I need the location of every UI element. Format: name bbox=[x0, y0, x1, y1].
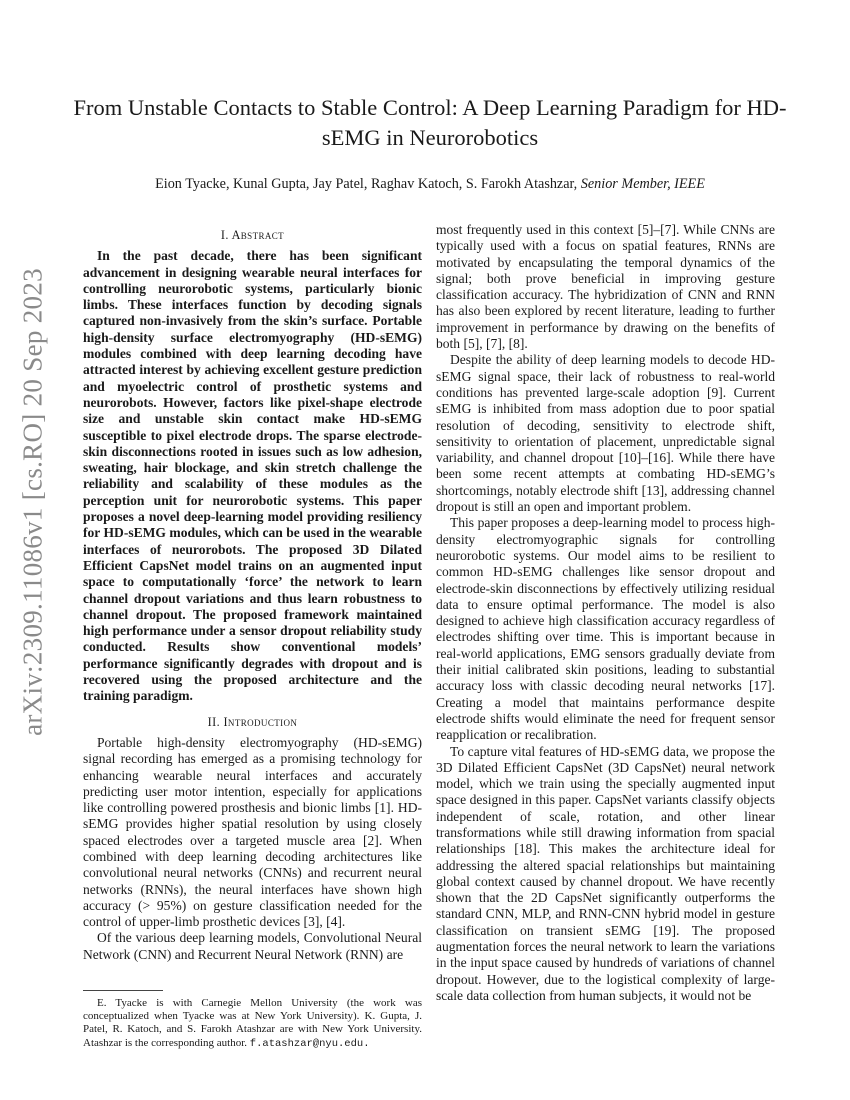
abstract-heading-text: I. Abstract bbox=[220, 228, 285, 242]
abstract bbox=[83, 248, 422, 704]
abstract-paragraph: In the past decade, there has been significant advancement in designing wearable neural interfaces for controlling neurorobotic systems, particularly bionic limbs. These interfaces function by decoding signals captured non-invasively from the skin’s surface. Portable high-density surface electromyography (HD-sEMG) modules combined with deep learning decoding have attracted interest by achieving excellent gesture prediction and myoelectric control of prosthetic systems and neurorobots. However, factors like pixel-shape electrode size and unstable skin contact make HD-sEMG susceptible to pixel electrode drops. The sparse electrode-skin disconnections rooted in issues such as low adhesion, sweating, hair blockage, and skin stretch challenge the reliability and scalability of these modules as the perception unit for neurorobotic systems. This paper proposes a novel deep-learning model providing resiliency for HD-sEMG modules, which can be used in the wearable interfaces of neurorobots. The proposed 3D Dilated Efficient CapsNet model trains on an augmented input space to computationally ‘force’ the network to learn channel dropout variations and thus learn robustness to channel dropout. The proposed framework maintained high performance under a sensor dropout reliability study conducted. Results show conventional models’ performance significantly degrades with dropout and is recovered using the proposed architecture and the training paradigm. bbox=[83, 248, 422, 704]
right-paragraph-4: To capture vital features of HD-sEMG data, we propose the 3D Dilated Efficient CapsNet (3D CapsNet) neural network model, which we train using the specially augmented input space designed in this paper. CapsNet variants classify objects independent of scale, rotation, and other linear transformations while still drawing information from spacial relationships [18]. This makes the architecture ideal for addressing the altered spacial relationships but maintaining global context caused by channel dropout. We have recently shown that the 2D CapsNet significantly outperforms the standard CNN, MLP, and RNN-CNN hybrid model in gesture classification on transient sEMG [19]. The proposed augmentation forces the neural network to learn the variations in the input space caused by hundreds of variations of channel dropout. However, due to the logistical complexity of large-scale data collection from human subjects, it would not be bbox=[436, 743, 775, 1003]
intro-paragraph-1: Portable high-density electromyography (HD-sEMG) signal recording has emerged as a promising technology for enhancing wearable neural interfaces and accurately predicting user motor intention, especially for applications like controlling powered prosthesis and bionic limbs [1]. HD-sEMG provides higher spatial resolution by using closely spaced electrodes over a targeted muscle area [2]. When combined with deep learning decoding architectures like convolutional neural networks (CNNs) and recurrent neural networks (RNNs), the neural interfaces have shown high accuracy (> 95%) on gesture classification needed for the control of upper-limb prosthetic devices [3], [4]. bbox=[83, 734, 422, 930]
author-names: Eion Tyacke, Kunal Gupta, Jay Patel, Raghav Katoch, S. Farokh Atashzar, bbox=[155, 176, 578, 192]
footnote-email: f.atashzar@nyu.edu. bbox=[249, 1037, 370, 1050]
arxiv-identifier-text: arXiv:2309.11086v1 [cs.RO] 20 Sep 2023 bbox=[17, 268, 48, 736]
left-column bbox=[83, 222, 422, 963]
footnote-rule bbox=[83, 990, 163, 991]
intro-heading-text: II. Introduction bbox=[207, 714, 298, 729]
right-paragraph-1: most frequently used in this context [5]–[7]. While CNNs are typically used with a focus on spatial features, RNNs are motivated by encapsulating the temporal dynamics of the signal; both prove beneficial in improving gesture classification accuracy. The hybridization of CNN and RNN has also been explored by recent literature, leading to further improvement in performance by drawing on the benefits of both [5], [7], [8]. bbox=[436, 222, 775, 352]
right-paragraph-2: Despite the ability of deep learning models to decode HD-sEMG signal space, their lack of robustness to real-world conditions has prevented large-scale adoption [9]. Current sEMG is inhibited from mass adoption due to poor spatial resolution of decoding, sensitivity to electrode shift, sensitivity to orientation of placement, unpredictable signal variability, and channel dropout [10]–[16]. While there have been some recent attempts at combating HD-sEMG’s shortcomings, notably electrode shift [13], addressing channel dropout is still an open and important problem. bbox=[436, 352, 775, 515]
right-column bbox=[436, 222, 775, 1004]
intro-heading bbox=[83, 714, 422, 730]
arxiv-identifier bbox=[12, 268, 54, 736]
footnote-text: E. Tyacke is with Carnegie Mellon University (the work was conceptualized when Tyacke was at New York University). K. Gupta, J. Patel, R. Katoch, and S. Farokh Atashzar are with New York University. Atashzar is the corresponding author. bbox=[83, 997, 422, 1049]
intro-paragraph-2: Of the various deep learning models, Convolutional Neural Network (CNN) and Recurrent Neural Network (RNN) are bbox=[83, 930, 422, 962]
right-paragraph-3: This paper proposes a deep-learning model to process high-density electromyographic signals for controlling neurorobotic systems. Our model aims to be resilient to common HD-sEMG challenges like sensor dropout and electrode-skin disconnections by effectively utilizing residual data to ensure optimal performance. The model is also designed to achieve high classification accuracy regardless of electrodes shifting over time. This is important because in real-world applications, EMG sensors gradually deviate from their initial calibrated skin positions, leading to substantial accuracy loss with classic decoding neural networks [17]. Creating a model that maintains performance despite electrode shifts would eliminate the need for frequent sensor reapplication or recalibration. bbox=[436, 515, 775, 743]
paper-title: From Unstable Contacts to Stable Control: A Deep Learning Paradigm for HD-sEMG in Neurorobotics bbox=[73, 95, 787, 150]
footnote bbox=[83, 997, 422, 1051]
author-role: Senior Member, IEEE bbox=[580, 176, 705, 192]
abstract-heading bbox=[83, 227, 422, 243]
author-line bbox=[70, 176, 790, 193]
